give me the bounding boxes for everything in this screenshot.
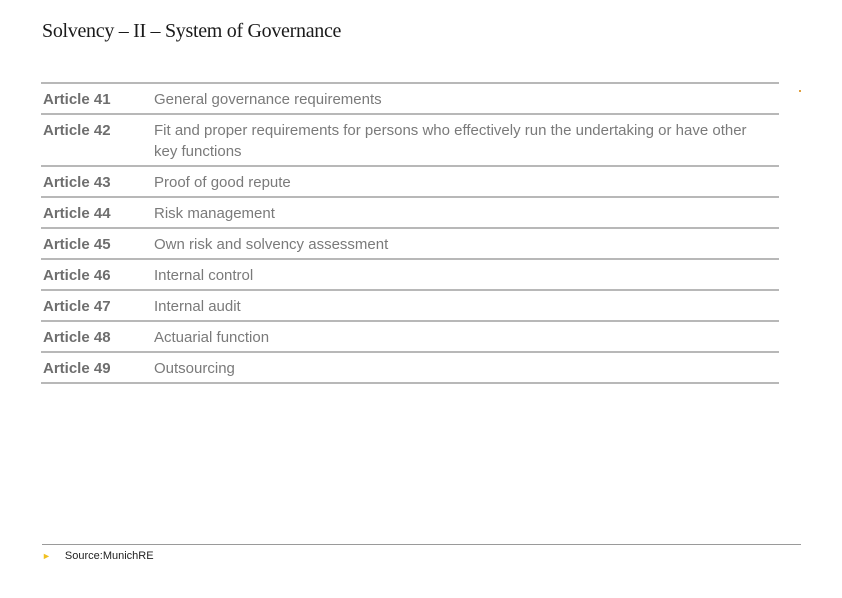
- source-footer: [42, 550, 154, 562]
- article-description: Actuarial function: [154, 329, 270, 346]
- article-number: Article 42: [43, 122, 111, 139]
- article-number: Article 49: [43, 360, 111, 377]
- table-row: [41, 260, 779, 291]
- table-row: [41, 353, 779, 384]
- table-row: [41, 229, 779, 260]
- article-number: Article 46: [43, 267, 111, 284]
- article-description: Risk management: [154, 205, 275, 222]
- slide-title: Solvency – II – System of Governance: [42, 20, 342, 42]
- article-number: Article 44: [43, 205, 111, 222]
- article-number: Article 48: [43, 329, 111, 346]
- article-description: Own risk and solvency assessment: [154, 236, 389, 253]
- table-row: [41, 167, 779, 198]
- corner-mark: [799, 90, 801, 92]
- table-row: [41, 322, 779, 353]
- article-number: Article 43: [43, 174, 111, 191]
- article-description: Internal control: [154, 267, 254, 284]
- footer-divider: [42, 544, 801, 545]
- article-number: Article 47: [43, 298, 111, 315]
- triangle-right-icon: ►: [42, 551, 51, 561]
- table-row: [41, 84, 779, 115]
- table-row: [41, 115, 779, 167]
- article-description: Fit and proper requirements for persons who effectively run the undertaking or have other key functions: [154, 122, 747, 160]
- article-description: General governance requirements: [154, 91, 382, 108]
- table-row: [41, 198, 779, 229]
- article-description: Proof of good repute: [154, 174, 291, 191]
- article-number: Article 45: [43, 236, 111, 253]
- article-description: Internal audit: [154, 298, 241, 315]
- articles-table: [41, 82, 779, 384]
- table-row: [41, 291, 779, 322]
- article-number: Article 41: [43, 91, 111, 108]
- source-text: Source:MunichRE: [64, 550, 154, 562]
- article-description: Outsourcing: [154, 360, 235, 377]
